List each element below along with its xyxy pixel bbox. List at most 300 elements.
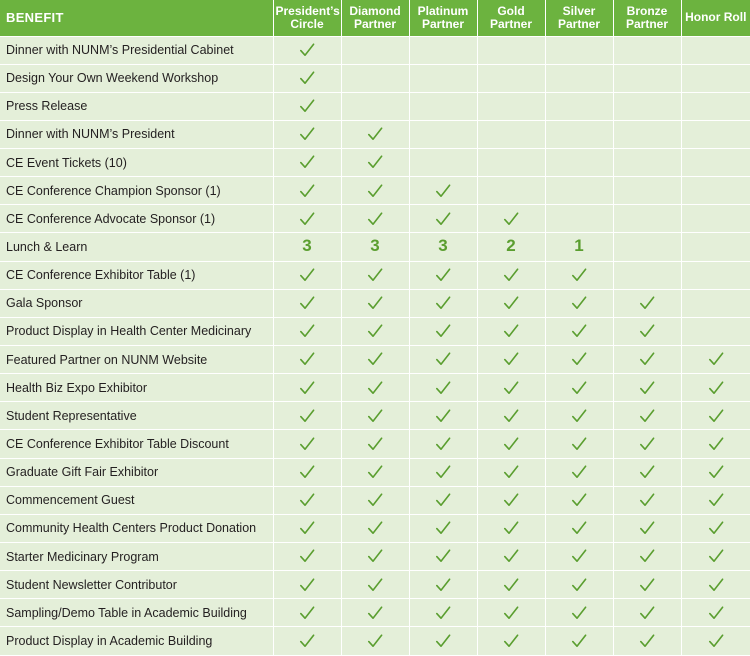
tier-cell (409, 458, 477, 486)
tier-cell (409, 64, 477, 92)
check-icon (503, 211, 519, 227)
tier-cell (613, 543, 681, 571)
tier-cell (681, 430, 750, 458)
tier-cell (681, 543, 750, 571)
check-icon (571, 548, 587, 564)
tier-cell (477, 599, 545, 627)
check-icon (571, 605, 587, 621)
table-row (0, 374, 750, 402)
tier-cell (273, 149, 341, 177)
check-icon (299, 380, 315, 396)
tier-cell (681, 149, 750, 177)
check-icon (571, 408, 587, 424)
check-icon (503, 548, 519, 564)
tier-cell (545, 36, 613, 64)
check-icon (708, 492, 724, 508)
check-icon (503, 267, 519, 283)
tier-cell (409, 289, 477, 317)
session-count: 1 (574, 236, 584, 256)
tier-cell (477, 36, 545, 64)
tier-cell (409, 177, 477, 205)
tier-cell (273, 571, 341, 599)
check-icon (639, 295, 655, 311)
benefit-label: Lunch & Learn (0, 233, 273, 261)
check-icon (435, 577, 451, 593)
tier-cell (545, 514, 613, 542)
tier-cell (613, 120, 681, 148)
tier-cell (613, 177, 681, 205)
check-icon (367, 295, 383, 311)
check-icon (299, 577, 315, 593)
tier-cell (681, 514, 750, 542)
session-count: 3 (438, 236, 448, 256)
check-icon (367, 633, 383, 649)
check-icon (299, 408, 315, 424)
benefit-label: Health Biz Expo Exhibitor (0, 374, 273, 402)
table-row (0, 177, 750, 205)
tier-cell (477, 627, 545, 655)
benefit-label: Product Display in Academic Building (0, 627, 273, 655)
tier-header-gold: Gold Partner (477, 0, 545, 36)
tier-cell (341, 149, 409, 177)
check-icon (708, 464, 724, 480)
tier-cell (477, 571, 545, 599)
check-icon (299, 492, 315, 508)
check-icon (299, 605, 315, 621)
tier-cell (341, 571, 409, 599)
check-icon (367, 323, 383, 339)
tier-cell (545, 458, 613, 486)
check-icon (503, 295, 519, 311)
check-icon (639, 577, 655, 593)
tier-cell (613, 402, 681, 430)
tier-cell (613, 261, 681, 289)
tier-cell (545, 92, 613, 120)
tier-cell (681, 64, 750, 92)
check-icon (435, 183, 451, 199)
tier-cell (477, 514, 545, 542)
check-icon (367, 183, 383, 199)
tier-cell (341, 374, 409, 402)
benefit-label: Dinner with NUNM’s Presidential Cabinet (0, 36, 273, 64)
benefit-label: CE Event Tickets (10) (0, 149, 273, 177)
check-icon (639, 492, 655, 508)
tier-cell (409, 149, 477, 177)
tier-cell (477, 543, 545, 571)
check-icon (299, 295, 315, 311)
table-header (0, 0, 750, 36)
check-icon (571, 267, 587, 283)
tier-cell (273, 233, 341, 261)
tier-cell (545, 261, 613, 289)
table-row (0, 346, 750, 374)
check-icon (503, 577, 519, 593)
tier-cell (477, 64, 545, 92)
check-icon (435, 323, 451, 339)
check-icon (639, 520, 655, 536)
tier-cell (409, 346, 477, 374)
tier-cell (341, 64, 409, 92)
tier-cell (341, 346, 409, 374)
tier-cell (273, 430, 341, 458)
tier-cell (681, 92, 750, 120)
check-icon (503, 323, 519, 339)
check-icon (503, 633, 519, 649)
tier-cell (341, 514, 409, 542)
benefit-label: Sampling/Demo Table in Academic Building (0, 599, 273, 627)
tier-cell (341, 486, 409, 514)
tier-cell (273, 374, 341, 402)
tier-cell (613, 346, 681, 374)
tier-cell (545, 374, 613, 402)
benefit-label: CE Conference Exhibitor Table (1) (0, 261, 273, 289)
benefit-label: Gala Sponsor (0, 289, 273, 317)
tier-cell (409, 36, 477, 64)
benefit-label: Starter Medicinary Program (0, 543, 273, 571)
check-icon (367, 154, 383, 170)
tier-cell (681, 289, 750, 317)
tier-cell (613, 149, 681, 177)
tier-cell (477, 346, 545, 374)
tier-cell (681, 120, 750, 148)
check-icon (639, 548, 655, 564)
check-icon (299, 464, 315, 480)
check-icon (367, 380, 383, 396)
table-row (0, 571, 750, 599)
table-row (0, 599, 750, 627)
check-icon (367, 605, 383, 621)
table-row (0, 36, 750, 64)
check-icon (708, 577, 724, 593)
tier-cell (273, 317, 341, 345)
check-icon (708, 408, 724, 424)
check-icon (503, 464, 519, 480)
tier-cell (273, 92, 341, 120)
tier-header-diamond: Diamond Partner (341, 0, 409, 36)
check-icon (503, 351, 519, 367)
check-icon (367, 577, 383, 593)
tier-cell (477, 289, 545, 317)
check-icon (299, 98, 315, 114)
tier-cell (613, 514, 681, 542)
check-icon (367, 351, 383, 367)
tier-cell (545, 430, 613, 458)
check-icon (435, 436, 451, 452)
check-icon (367, 267, 383, 283)
tier-cell (341, 233, 409, 261)
check-icon (367, 211, 383, 227)
tier-cell (613, 317, 681, 345)
tier-cell (477, 120, 545, 148)
tier-cell (681, 486, 750, 514)
tier-cell (273, 486, 341, 514)
check-icon (367, 436, 383, 452)
tier-cell (409, 92, 477, 120)
tier-cell (409, 317, 477, 345)
tier-cell (613, 430, 681, 458)
tier-cell (409, 571, 477, 599)
tier-cell (273, 205, 341, 233)
check-icon (571, 633, 587, 649)
benefit-label: Community Health Centers Product Donation (0, 514, 273, 542)
table-row (0, 458, 750, 486)
check-icon (435, 351, 451, 367)
tier-cell (613, 374, 681, 402)
check-icon (571, 436, 587, 452)
tier-cell (681, 177, 750, 205)
check-icon (708, 351, 724, 367)
tier-cell (613, 36, 681, 64)
tier-cell (681, 261, 750, 289)
tier-cell (273, 346, 341, 374)
tier-cell (409, 599, 477, 627)
tier-cell (273, 543, 341, 571)
check-icon (708, 436, 724, 452)
tier-cell (613, 627, 681, 655)
tier-cell (545, 205, 613, 233)
check-icon (639, 464, 655, 480)
benefit-label: Dinner with NUNM’s President (0, 120, 273, 148)
tier-cell (681, 346, 750, 374)
check-icon (503, 408, 519, 424)
tier-cell (409, 261, 477, 289)
check-icon (435, 520, 451, 536)
tier-cell (409, 402, 477, 430)
check-icon (639, 323, 655, 339)
benefit-label: CE Conference Advocate Sponsor (1) (0, 205, 273, 233)
tier-cell (613, 599, 681, 627)
check-icon (571, 295, 587, 311)
benefit-label: Graduate Gift Fair Exhibitor (0, 458, 273, 486)
tier-cell (341, 261, 409, 289)
tier-cell (545, 289, 613, 317)
tier-cell (477, 486, 545, 514)
tier-cell (477, 92, 545, 120)
tier-cell (409, 543, 477, 571)
check-icon (503, 520, 519, 536)
tier-cell (409, 205, 477, 233)
check-icon (571, 577, 587, 593)
tier-cell (613, 64, 681, 92)
tier-cell (545, 120, 613, 148)
check-icon (708, 380, 724, 396)
tier-header-platinum: Platinum Partner (409, 0, 477, 36)
tier-cell (613, 289, 681, 317)
table-row (0, 543, 750, 571)
tier-header-bronze: Bronze Partner (613, 0, 681, 36)
check-icon (708, 633, 724, 649)
table-row (0, 64, 750, 92)
tier-cell (477, 261, 545, 289)
tier-cell (477, 430, 545, 458)
tier-cell (545, 402, 613, 430)
check-icon (367, 548, 383, 564)
tier-cell (681, 233, 750, 261)
benefit-label: Press Release (0, 92, 273, 120)
benefit-label: Student Representative (0, 402, 273, 430)
check-icon (639, 633, 655, 649)
table-row (0, 430, 750, 458)
check-icon (435, 408, 451, 424)
tier-header-silver: Silver Partner (545, 0, 613, 36)
tier-cell (341, 120, 409, 148)
check-icon (503, 380, 519, 396)
tier-cell (273, 514, 341, 542)
session-count: 3 (302, 236, 312, 256)
tier-cell (341, 289, 409, 317)
tier-cell (273, 289, 341, 317)
tier-cell (545, 177, 613, 205)
table-row (0, 205, 750, 233)
tier-cell (681, 458, 750, 486)
check-icon (367, 126, 383, 142)
tier-cell (477, 149, 545, 177)
check-icon (571, 380, 587, 396)
check-icon (299, 70, 315, 86)
tier-cell (613, 486, 681, 514)
table-row (0, 289, 750, 317)
benefit-column-header: BENEFIT (0, 0, 273, 36)
tier-cell (545, 317, 613, 345)
tier-cell (613, 458, 681, 486)
table-row (0, 402, 750, 430)
tier-cell (613, 233, 681, 261)
benefit-label: Design Your Own Weekend Workshop (0, 64, 273, 92)
tier-cell (545, 149, 613, 177)
tier-cell (681, 627, 750, 655)
tier-cell (409, 514, 477, 542)
benefit-label: Commencement Guest (0, 486, 273, 514)
tier-cell (409, 233, 477, 261)
tier-cell (681, 374, 750, 402)
check-icon (571, 492, 587, 508)
check-icon (571, 464, 587, 480)
table-row (0, 92, 750, 120)
check-icon (299, 267, 315, 283)
tier-cell (613, 571, 681, 599)
check-icon (299, 154, 315, 170)
tier-cell (409, 374, 477, 402)
tier-cell (613, 205, 681, 233)
tier-cell (273, 261, 341, 289)
benefit-label: Student Newsletter Contributor (0, 571, 273, 599)
tier-cell (273, 36, 341, 64)
tier-cell (341, 92, 409, 120)
benefit-label: Featured Partner on NUNM Website (0, 346, 273, 374)
check-icon (299, 633, 315, 649)
check-icon (299, 436, 315, 452)
check-icon (639, 436, 655, 452)
check-icon (367, 464, 383, 480)
tier-cell (341, 402, 409, 430)
table-row (0, 486, 750, 514)
tier-cell (341, 458, 409, 486)
check-icon (367, 492, 383, 508)
tier-cell (545, 599, 613, 627)
table-body (0, 36, 750, 655)
check-icon (367, 408, 383, 424)
tier-cell (273, 627, 341, 655)
tier-cell (409, 486, 477, 514)
check-icon (299, 211, 315, 227)
check-icon (503, 492, 519, 508)
check-icon (708, 548, 724, 564)
tier-cell (477, 402, 545, 430)
check-icon (639, 380, 655, 396)
tier-cell (545, 486, 613, 514)
tier-cell (613, 92, 681, 120)
check-icon (708, 520, 724, 536)
tier-cell (477, 317, 545, 345)
check-icon (639, 605, 655, 621)
tier-cell (341, 543, 409, 571)
table-row (0, 514, 750, 542)
check-icon (435, 605, 451, 621)
check-icon (435, 267, 451, 283)
tier-cell (681, 317, 750, 345)
tier-cell (409, 430, 477, 458)
tier-cell (273, 120, 341, 148)
tier-cell (545, 346, 613, 374)
tier-cell (341, 627, 409, 655)
tier-cell (341, 205, 409, 233)
tier-cell (545, 627, 613, 655)
check-icon (435, 548, 451, 564)
tier-cell (409, 120, 477, 148)
tier-cell (341, 599, 409, 627)
check-icon (708, 605, 724, 621)
check-icon (503, 436, 519, 452)
check-icon (639, 351, 655, 367)
tier-header-honor-roll: Honor Roll (681, 0, 750, 36)
tier-cell (273, 458, 341, 486)
tier-cell (681, 571, 750, 599)
check-icon (435, 464, 451, 480)
tier-cell (273, 64, 341, 92)
tier-cell (545, 233, 613, 261)
check-icon (367, 520, 383, 536)
benefit-label: CE Conference Exhibitor Table Discount (0, 430, 273, 458)
check-icon (299, 520, 315, 536)
check-icon (435, 295, 451, 311)
session-count: 2 (506, 236, 516, 256)
tier-cell (545, 64, 613, 92)
tier-cell (477, 177, 545, 205)
table-row (0, 627, 750, 655)
check-icon (299, 548, 315, 564)
check-icon (435, 380, 451, 396)
check-icon (503, 605, 519, 621)
check-icon (435, 492, 451, 508)
check-icon (299, 323, 315, 339)
table-row (0, 120, 750, 148)
tier-cell (545, 543, 613, 571)
tier-cell (477, 458, 545, 486)
table-row (0, 233, 750, 261)
check-icon (571, 520, 587, 536)
tier-cell (545, 571, 613, 599)
benefit-label: Product Display in Health Center Medicinary (0, 317, 273, 345)
benefit-label: CE Conference Champion Sponsor (1) (0, 177, 273, 205)
tier-cell (273, 177, 341, 205)
check-icon (299, 351, 315, 367)
check-icon (299, 42, 315, 58)
check-icon (571, 323, 587, 339)
tier-cell (681, 599, 750, 627)
tier-cell (341, 177, 409, 205)
tier-cell (681, 205, 750, 233)
tier-cell (341, 36, 409, 64)
